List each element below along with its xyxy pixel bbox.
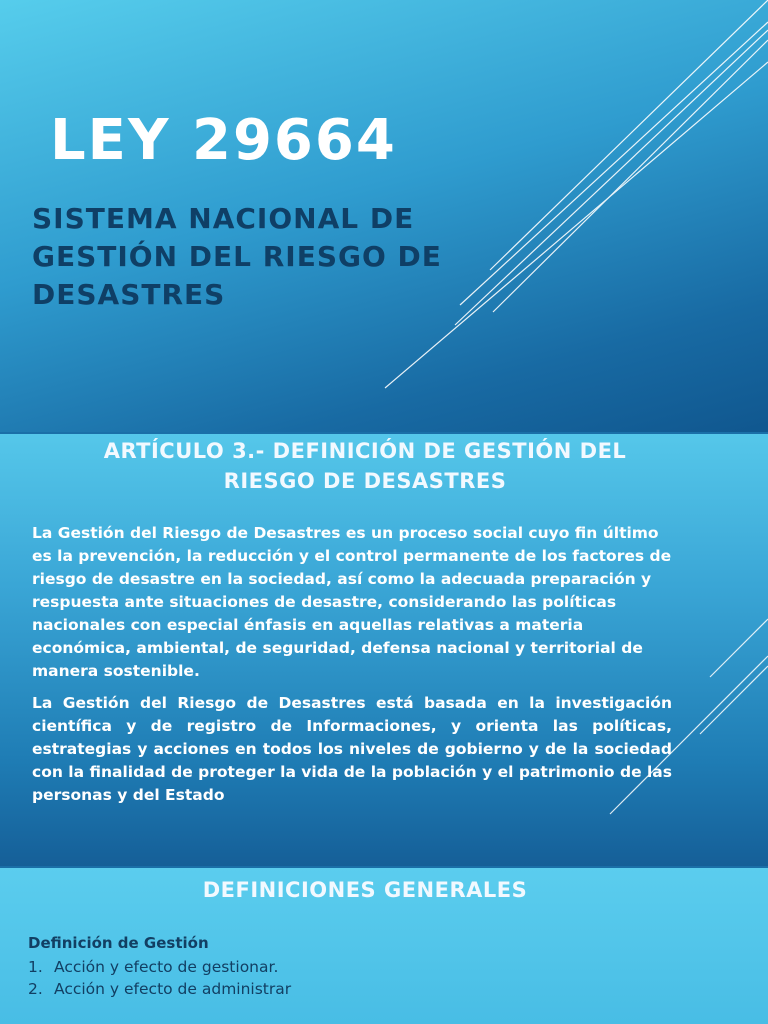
definitions-list xyxy=(28,956,291,1000)
list-item-text: Acción y efecto de gestionar. xyxy=(54,958,279,976)
definitions-heading: DEFINICIONES GENERALES xyxy=(202,878,528,902)
definition-paragraph: La Gestión del Riesgo de Desastres es un proceso social cuyo fin último es la prevención, la reducción y el control permanente de los factores de riesgo de desastre en la sociedad, así como la adecuada preparación y respuesta ante situaciones de desastre, considerando las políticas nacionales con especial énfasis en aquellas relativas a materia económica, ambiental, de seguridad, defensa nacional y territorial de manera sostenible. xyxy=(32,524,672,680)
page-title: LEY 29664 xyxy=(50,108,397,173)
slide-article-3 xyxy=(0,434,768,866)
list-item xyxy=(28,956,291,978)
article-heading: ARTÍCULO 3.- DEFINICIÓN DE GESTIÓN DEL RIESGO DE DESASTRES xyxy=(103,439,627,493)
page-subtitle: SISTEMA NACIONAL DE GESTIÓN DEL RIESGO DE DESASTRES xyxy=(32,202,442,311)
definition-subheading: Definición de Gestión xyxy=(28,934,209,952)
list-item xyxy=(28,978,291,1000)
list-item-text: Acción y efecto de administrar xyxy=(54,980,292,998)
basis-paragraph: La Gestión del Riesgo de Desastres está basada en la investigación científica y de registro de Informaciones, y orienta las políticas, estrategias y acciones en todos los niveles de gobierno y de la sociedad con la finalidad de proteger la vida de la población y el patrimonio de las personas y del Estado xyxy=(32,694,672,804)
list-number: 1. xyxy=(28,958,43,976)
slide-definitions xyxy=(0,868,768,1024)
slide-title xyxy=(0,0,768,432)
list-number: 2. xyxy=(28,980,43,998)
